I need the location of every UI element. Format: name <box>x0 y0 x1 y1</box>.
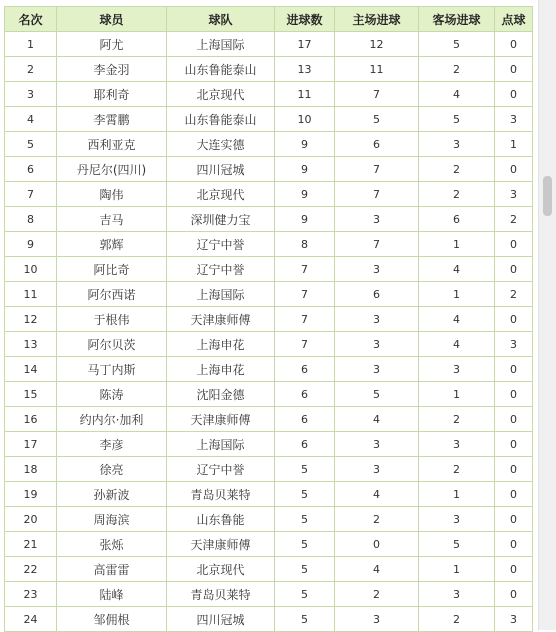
cell-away-goals: 3 <box>419 132 495 157</box>
cell-rank: 13 <box>5 332 57 357</box>
cell-home-goals: 7 <box>335 232 419 257</box>
cell-goals: 5 <box>275 507 335 532</box>
cell-player: 阿比奇 <box>57 257 167 282</box>
cell-penalties: 0 <box>495 457 533 482</box>
cell-penalties: 0 <box>495 157 533 182</box>
table-row <box>5 32 533 57</box>
cell-home-goals: 2 <box>335 507 419 532</box>
cell-penalties: 0 <box>495 482 533 507</box>
cell-player: 李彦 <box>57 432 167 457</box>
table-header-row <box>5 7 533 32</box>
cell-penalties: 2 <box>495 207 533 232</box>
cell-rank: 4 <box>5 107 57 132</box>
cell-away-goals: 5 <box>419 532 495 557</box>
cell-away-goals: 1 <box>419 382 495 407</box>
cell-penalties: 3 <box>495 107 533 132</box>
cell-away-goals: 2 <box>419 607 495 632</box>
cell-player: 徐亮 <box>57 457 167 482</box>
cell-goals: 9 <box>275 157 335 182</box>
cell-rank: 22 <box>5 557 57 582</box>
cell-rank: 18 <box>5 457 57 482</box>
cell-away-goals: 4 <box>419 307 495 332</box>
cell-away-goals: 3 <box>419 507 495 532</box>
cell-player: 陈涛 <box>57 382 167 407</box>
table-row <box>5 507 533 532</box>
table-row <box>5 482 533 507</box>
table-row <box>5 607 533 632</box>
header-player: 球员 <box>57 7 167 32</box>
table-row <box>5 307 533 332</box>
cell-rank: 8 <box>5 207 57 232</box>
table-row <box>5 57 533 82</box>
cell-team: 沈阳金德 <box>167 382 275 407</box>
cell-rank: 16 <box>5 407 57 432</box>
table-row <box>5 432 533 457</box>
cell-goals: 5 <box>275 582 335 607</box>
cell-away-goals: 5 <box>419 32 495 57</box>
cell-player: 陶伟 <box>57 182 167 207</box>
cell-home-goals: 0 <box>335 532 419 557</box>
cell-home-goals: 3 <box>335 457 419 482</box>
cell-goals: 8 <box>275 232 335 257</box>
cell-rank: 19 <box>5 482 57 507</box>
cell-player: 周海滨 <box>57 507 167 532</box>
cell-away-goals: 4 <box>419 257 495 282</box>
cell-player: 耶利奇 <box>57 82 167 107</box>
cell-player: 陆峰 <box>57 582 167 607</box>
cell-team: 青岛贝莱特 <box>167 582 275 607</box>
table-row <box>5 207 533 232</box>
cell-away-goals: 2 <box>419 182 495 207</box>
cell-away-goals: 2 <box>419 457 495 482</box>
cell-rank: 20 <box>5 507 57 532</box>
cell-team: 北京现代 <box>167 557 275 582</box>
vertical-scrollbar[interactable] <box>538 0 556 630</box>
header-away-goals: 客场进球 <box>419 7 495 32</box>
cell-team: 上海申花 <box>167 357 275 382</box>
cell-player: 孙新波 <box>57 482 167 507</box>
cell-away-goals: 1 <box>419 282 495 307</box>
cell-rank: 7 <box>5 182 57 207</box>
cell-team: 上海国际 <box>167 32 275 57</box>
table-row <box>5 332 533 357</box>
cell-player: 张烁 <box>57 532 167 557</box>
cell-away-goals: 3 <box>419 432 495 457</box>
table-row <box>5 232 533 257</box>
cell-player: 阿尔贝茨 <box>57 332 167 357</box>
cell-goals: 7 <box>275 332 335 357</box>
cell-team: 天津康师傅 <box>167 532 275 557</box>
cell-home-goals: 7 <box>335 82 419 107</box>
cell-player: 丹尼尔(四川) <box>57 157 167 182</box>
table-row <box>5 132 533 157</box>
cell-goals: 9 <box>275 182 335 207</box>
cell-away-goals: 6 <box>419 207 495 232</box>
cell-penalties: 0 <box>495 382 533 407</box>
cell-team: 青岛贝莱特 <box>167 482 275 507</box>
cell-rank: 23 <box>5 582 57 607</box>
cell-goals: 6 <box>275 382 335 407</box>
cell-team: 辽宁中誉 <box>167 232 275 257</box>
cell-player: 吉马 <box>57 207 167 232</box>
cell-goals: 6 <box>275 432 335 457</box>
cell-home-goals: 3 <box>335 207 419 232</box>
cell-rank: 10 <box>5 257 57 282</box>
cell-penalties: 1 <box>495 132 533 157</box>
table-row <box>5 457 533 482</box>
table-row <box>5 157 533 182</box>
cell-home-goals: 7 <box>335 182 419 207</box>
cell-away-goals: 1 <box>419 557 495 582</box>
header-team: 球队 <box>167 7 275 32</box>
cell-home-goals: 11 <box>335 57 419 82</box>
cell-home-goals: 3 <box>335 607 419 632</box>
cell-away-goals: 1 <box>419 482 495 507</box>
cell-rank: 17 <box>5 432 57 457</box>
cell-penalties: 0 <box>495 557 533 582</box>
cell-home-goals: 3 <box>335 307 419 332</box>
cell-goals: 9 <box>275 132 335 157</box>
cell-team: 辽宁中誉 <box>167 257 275 282</box>
cell-home-goals: 4 <box>335 407 419 432</box>
cell-team: 辽宁中誉 <box>167 457 275 482</box>
scorers-table <box>4 6 533 632</box>
cell-away-goals: 2 <box>419 157 495 182</box>
cell-team: 上海申花 <box>167 332 275 357</box>
cell-player: 郭辉 <box>57 232 167 257</box>
cell-home-goals: 4 <box>335 557 419 582</box>
cell-home-goals: 5 <box>335 382 419 407</box>
table-row <box>5 107 533 132</box>
table-row <box>5 182 533 207</box>
cell-home-goals: 5 <box>335 107 419 132</box>
cell-goals: 5 <box>275 482 335 507</box>
cell-penalties: 3 <box>495 182 533 207</box>
table-row <box>5 532 533 557</box>
cell-team: 北京现代 <box>167 82 275 107</box>
cell-rank: 2 <box>5 57 57 82</box>
cell-team: 上海国际 <box>167 432 275 457</box>
table-row <box>5 582 533 607</box>
cell-goals: 10 <box>275 107 335 132</box>
table-body <box>5 32 533 632</box>
scorers-table-container <box>4 6 532 632</box>
cell-player: 李金羽 <box>57 57 167 82</box>
cell-penalties: 0 <box>495 407 533 432</box>
table-row <box>5 357 533 382</box>
cell-player: 李霄鹏 <box>57 107 167 132</box>
cell-goals: 6 <box>275 407 335 432</box>
cell-rank: 15 <box>5 382 57 407</box>
cell-goals: 5 <box>275 457 335 482</box>
cell-goals: 7 <box>275 257 335 282</box>
cell-penalties: 0 <box>495 257 533 282</box>
cell-goals: 7 <box>275 282 335 307</box>
cell-team: 天津康师傅 <box>167 307 275 332</box>
cell-goals: 5 <box>275 532 335 557</box>
cell-team: 北京现代 <box>167 182 275 207</box>
scrollbar-thumb[interactable] <box>543 176 552 216</box>
cell-rank: 5 <box>5 132 57 157</box>
cell-player: 高雷雷 <box>57 557 167 582</box>
cell-team: 天津康师傅 <box>167 407 275 432</box>
header-home-goals: 主场进球 <box>335 7 419 32</box>
cell-goals: 6 <box>275 357 335 382</box>
cell-home-goals: 2 <box>335 582 419 607</box>
cell-goals: 9 <box>275 207 335 232</box>
cell-home-goals: 4 <box>335 482 419 507</box>
cell-rank: 21 <box>5 532 57 557</box>
cell-rank: 12 <box>5 307 57 332</box>
table-row <box>5 407 533 432</box>
cell-player: 约内尔·加利 <box>57 407 167 432</box>
cell-player: 阿尤 <box>57 32 167 57</box>
cell-goals: 7 <box>275 307 335 332</box>
cell-rank: 1 <box>5 32 57 57</box>
cell-away-goals: 2 <box>419 57 495 82</box>
cell-penalties: 0 <box>495 432 533 457</box>
cell-player: 邹佣根 <box>57 607 167 632</box>
cell-penalties: 0 <box>495 232 533 257</box>
cell-home-goals: 3 <box>335 332 419 357</box>
table-row <box>5 257 533 282</box>
cell-goals: 17 <box>275 32 335 57</box>
cell-player: 阿尔西诺 <box>57 282 167 307</box>
cell-penalties: 0 <box>495 57 533 82</box>
cell-away-goals: 1 <box>419 232 495 257</box>
cell-goals: 5 <box>275 607 335 632</box>
table-row <box>5 557 533 582</box>
cell-rank: 11 <box>5 282 57 307</box>
cell-penalties: 0 <box>495 82 533 107</box>
cell-player: 于根伟 <box>57 307 167 332</box>
cell-team: 上海国际 <box>167 282 275 307</box>
cell-rank: 3 <box>5 82 57 107</box>
cell-home-goals: 3 <box>335 257 419 282</box>
cell-home-goals: 6 <box>335 132 419 157</box>
cell-penalties: 3 <box>495 607 533 632</box>
cell-player: 马丁内斯 <box>57 357 167 382</box>
cell-rank: 6 <box>5 157 57 182</box>
cell-team: 四川冠城 <box>167 157 275 182</box>
cell-home-goals: 12 <box>335 32 419 57</box>
cell-rank: 24 <box>5 607 57 632</box>
cell-penalties: 0 <box>495 507 533 532</box>
cell-penalties: 3 <box>495 332 533 357</box>
cell-rank: 9 <box>5 232 57 257</box>
header-penalties: 点球 <box>495 7 533 32</box>
cell-away-goals: 3 <box>419 357 495 382</box>
cell-goals: 11 <box>275 82 335 107</box>
cell-home-goals: 3 <box>335 432 419 457</box>
cell-penalties: 0 <box>495 532 533 557</box>
cell-team: 大连实德 <box>167 132 275 157</box>
cell-team: 四川冠城 <box>167 607 275 632</box>
cell-penalties: 2 <box>495 282 533 307</box>
table-row <box>5 382 533 407</box>
header-rank: 名次 <box>5 7 57 32</box>
cell-team: 山东鲁能泰山 <box>167 107 275 132</box>
cell-penalties: 0 <box>495 582 533 607</box>
cell-team: 深圳健力宝 <box>167 207 275 232</box>
table-row <box>5 282 533 307</box>
cell-goals: 13 <box>275 57 335 82</box>
cell-penalties: 0 <box>495 307 533 332</box>
cell-home-goals: 6 <box>335 282 419 307</box>
cell-away-goals: 4 <box>419 332 495 357</box>
cell-rank: 14 <box>5 357 57 382</box>
cell-penalties: 0 <box>495 32 533 57</box>
cell-team: 山东鲁能 <box>167 507 275 532</box>
cell-home-goals: 7 <box>335 157 419 182</box>
cell-away-goals: 5 <box>419 107 495 132</box>
cell-away-goals: 4 <box>419 82 495 107</box>
cell-home-goals: 3 <box>335 357 419 382</box>
cell-away-goals: 2 <box>419 407 495 432</box>
cell-penalties: 0 <box>495 357 533 382</box>
cell-goals: 5 <box>275 557 335 582</box>
cell-player: 西利亚克 <box>57 132 167 157</box>
cell-team: 山东鲁能泰山 <box>167 57 275 82</box>
header-goals: 进球数 <box>275 7 335 32</box>
table-row <box>5 82 533 107</box>
cell-away-goals: 3 <box>419 582 495 607</box>
